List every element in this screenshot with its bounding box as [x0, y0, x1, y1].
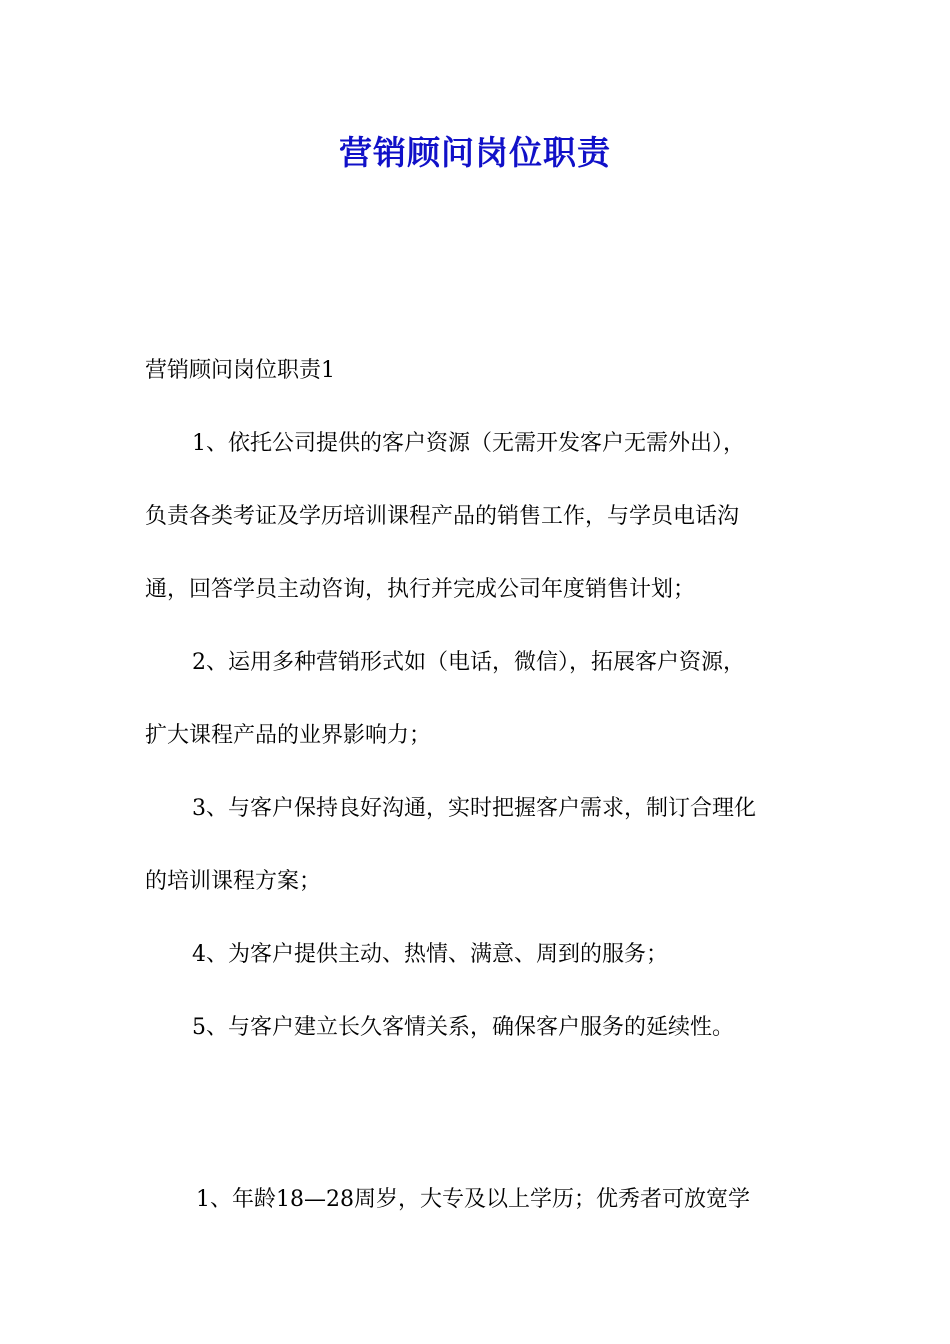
duty-5-line-1: 5、与客户建立长久客情关系，确保客户服务的延续性。: [192, 1015, 734, 1040]
duty-1-line-1: 1、依托公司提供的客户资源（无需开发客户无需外出），: [192, 431, 745, 456]
duty-3-line-2: 的培训课程方案；: [145, 869, 322, 894]
duty-2-line-2: 扩大课程产品的业界影响力；: [145, 723, 432, 748]
duty-1-line-3: 通，回答学员主动咨询，执行并完成公司年度销售计划；: [145, 577, 696, 602]
document-title: 营销顾问岗位职责: [339, 133, 611, 172]
duty-1-line-2: 负责各类考证及学历培训课程产品的销售工作，与学员电话沟: [145, 504, 740, 529]
duty-4-line-1: 4、为客户提供主动、热情、满意、周到的服务；: [192, 942, 668, 967]
section-heading: 营销顾问岗位职责1: [145, 358, 335, 383]
duty-3-line-1: 3、与客户保持良好沟通，实时把握客户需求，制订合理化: [192, 796, 756, 821]
duty-2-line-1: 2、运用多种营销形式如（电话，微信），拓展客户资源，: [192, 650, 745, 675]
requirement-1-line-1: 1、年龄18—28周岁，大专及以上学历；优秀者可放宽学: [196, 1187, 750, 1212]
paragraph-gap: [145, 1064, 809, 1137]
document-body: [145, 334, 809, 1236]
